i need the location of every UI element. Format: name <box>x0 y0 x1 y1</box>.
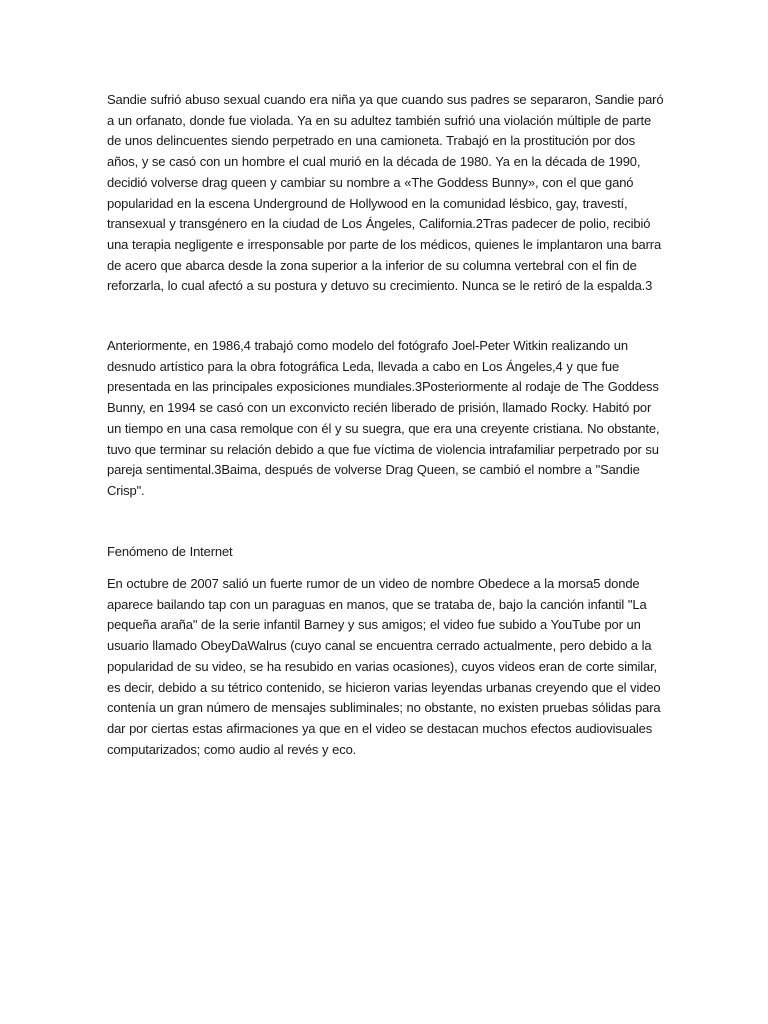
paragraph-internet-phenomenon: En octubre de 2007 salió un fuerte rumor de un video de nombre Obedece a la morsa5 donde aparece bailando tap con un paraguas en manos, que se trataba de, bajo la canción infantil "La pequeña araña" de la serie infantil Barney y sus amigos; el video fue subido a YouTube por un usuario llamado ObeyDaWalrus (cuyo canal se encuentra cerrado actualmente, pero debido a la popularidad de su video, se ha resubido en varias ocasiones), cuyos videos eran de corte similar, es decir, debido a su tétrico contenido, se hicieron varias leyendas urbanas creyendo que el video contenía un gran número de mensajes subliminales; no obstante, no existen pruebas sólidas para dar por ciertas estas afirmaciones ya que en el video se destacan muchos efectos audiovisuales computarizados; como audio al revés y eco. <box>107 576 661 757</box>
paragraph-career: Anteriormente, en 1986,4 trabajó como modelo del fotógrafo Joel-Peter Witkin realizando un desnudo artístico para la obra fotográfica Leda, llevada a cabo en Los Ángeles,4 y que fue presentada en las principales exposiciones mundiales.3Posteriormente al rodaje de The Goddess Bunny, en 1994 se casó con un exconvicto recién liberado de prisión, llamado Rocky. Habitó por un tiempo en una casa remolque con él y su suegra, que era una creyente cristiana. No obstante, tuvo que terminar su relación debido a que fue víctima de violencia intrafamiliar perpetrado por su pareja sentimental.3Baima, después de volverse Drag Queen, se cambió el nombre a "Sandie Crisp". <box>107 338 660 498</box>
paragraph-biography: Sandie sufrió abuso sexual cuando era niña ya que cuando sus padres se separaron, Sandie paró a un orfanato, donde fue violada. Ya en su adultez también sufrió una violación múltiple de parte de unos delincuentes siendo perpetrado en una camioneta. Trabajó en la prostitución por dos años, y se casó con un hombre el cual murió en la década de 1980. Ya en la década de 1990, decidió volverse drag queen y cambiar su nombre a «The Goddess Bunny», con el que ganó popularidad en la escena Underground de Hollywood en la comunidad lésbico, gay, travestí, transexual y transgénero en la ciudad de Los Ángeles, California.2Tras padecer de polio, recibió una terapia negligente e irresponsable por parte de los médicos, quienes le implantaron una barra de acero que abarca desde la zona superior a la inferior de su columna vertebral con el fin de reforzarla, lo cual afectó a su postura y detuvo su crecimiento. Nunca se le retiró de la espalda.3 <box>107 92 664 294</box>
section-heading: Fenómeno de Internet <box>107 544 233 559</box>
